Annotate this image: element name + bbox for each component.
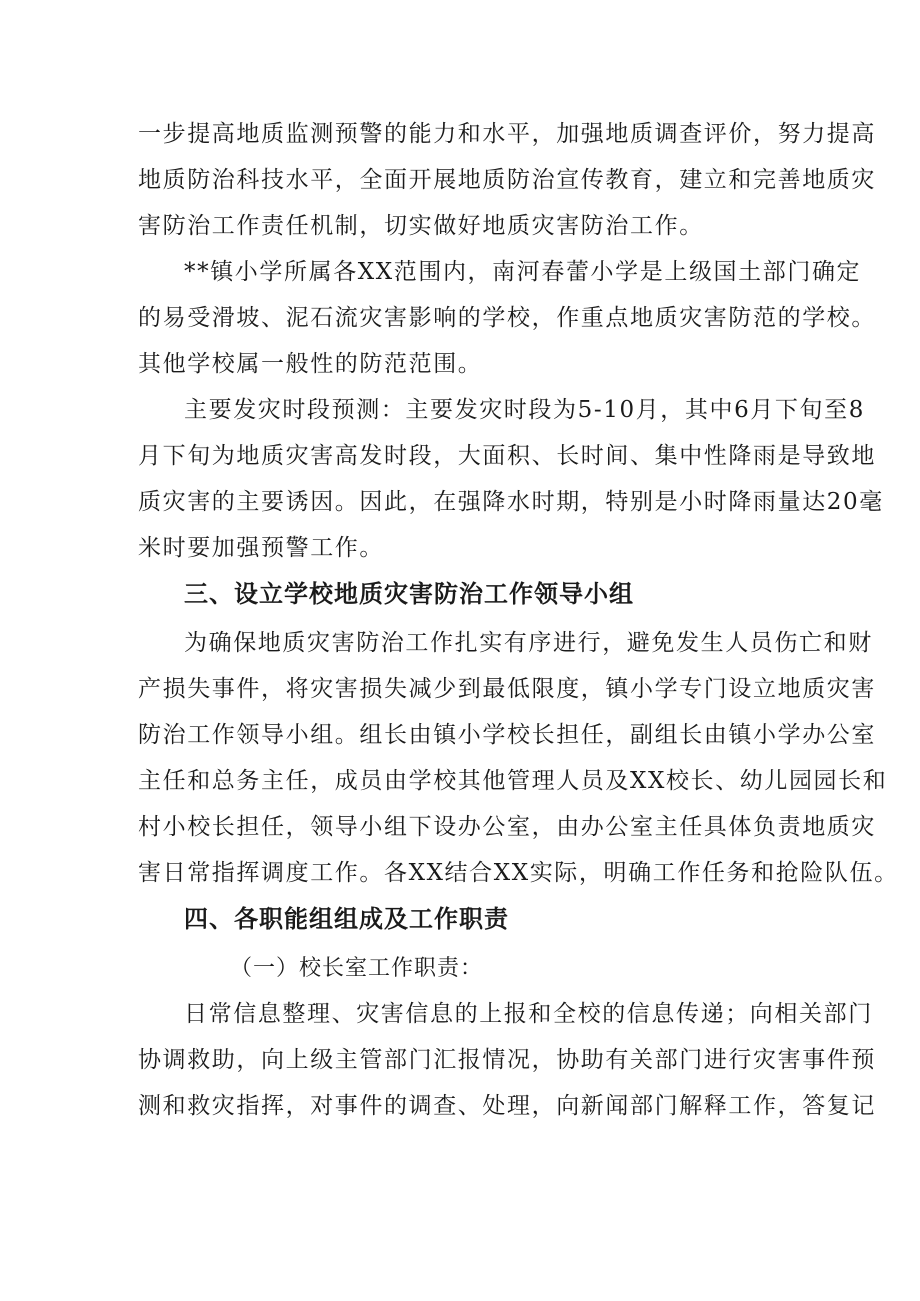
text-line: 米时要加强预警工作。 (138, 535, 384, 561)
paragraph-leadership-group (138, 625, 899, 892)
text-line: 地质防治科技水平，全面开展地质防治宣传教育，建立和完善地质灾 (138, 167, 876, 193)
text-line: 其他学校属一般性的防范范围。 (138, 351, 483, 377)
paragraph-disaster-period-forecast (138, 392, 884, 567)
section-heading-functional-groups: 四、各职能组组成及工作职责 (184, 905, 509, 933)
text-line: 村小校长担任，领导小组下设办公室，由办公室主任具体负责地质灾 (138, 814, 876, 840)
text-line: 协调救助，向上级主管部门汇报情况，协助有关部门进行灾害事件预 (138, 1047, 876, 1073)
subheading-principal-office: （一）校长室工作职责： (230, 956, 484, 981)
text-line: 主任和总务主任，成员由学校其他管理人员及XX校长、幼儿园园长和 (138, 768, 888, 794)
text-line: 一步提高地质监测预警的能力和水平，加强地质调查评价，努力提高 (138, 121, 876, 147)
section-heading-leadership-group: 三、设立学校地质灾害防治工作领导小组 (184, 580, 634, 608)
text-line: 月下旬为地质灾害高发时段，大面积、长时间、集中性降雨是导致地 (138, 443, 876, 469)
text-line: 为确保地质灾害防治工作扎实有序进行，避免发生人员伤亡和财 (184, 630, 873, 656)
text-line: 测和救灾指挥，对事件的调查、处理，向新闻部门解释工作，答复记 (138, 1093, 876, 1119)
text-line: 产损失事件，将灾害损失减少到最低限度，镇小学专门设立地质灾害 (138, 676, 876, 702)
text-line: 害日常指挥调度工作。各XX结合XX实际，明确工作任务和抢险队伍。 (138, 860, 899, 886)
text-line: 的易受滑坡、泥石流灾害影响的学校，作重点地质灾害防范的学校。 (138, 305, 876, 331)
text-line: 防治工作领导小组。组长由镇小学校长担任，副组长由镇小学办公室 (138, 722, 876, 748)
paragraph-school-scope (138, 254, 876, 383)
text-line: 害防治工作责任机制，切实做好地质灾害防治工作。 (138, 213, 704, 239)
text-line: 主要发灾时段预测：主要发灾时段为5-10月，其中6月下旬至8 (184, 397, 865, 423)
text-line: **镇小学所属各XX范围内，南河春蕾小学是上级国土部门确定 (184, 259, 862, 285)
text-line: 质灾害的主要诱因。因此，在强降水时期，特别是小时降雨量达20毫 (138, 489, 884, 515)
text-line: 日常信息整理、灾害信息的上报和全校的信息传递；向相关部门 (184, 1001, 873, 1027)
paragraph-principal-office-duties (138, 996, 876, 1125)
paragraph-monitoring-capability (138, 116, 876, 245)
